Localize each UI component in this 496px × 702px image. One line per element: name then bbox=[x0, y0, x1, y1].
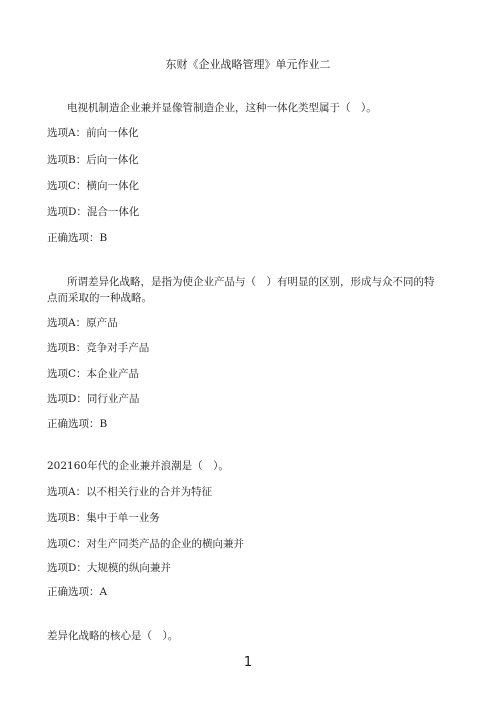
page-number: 1 bbox=[243, 655, 253, 670]
question-1-stem: 电视机制造企业兼并显像管制造企业，这种一体化类型属于（ ）。 bbox=[67, 102, 377, 114]
question-2-stem-line-1: 所谓差异化战略，是指为使企业产品与（ ）有明显的区别，形成与众不同的特 bbox=[67, 276, 435, 288]
question-2-option-d: 选项D：同行业产品 bbox=[47, 393, 140, 405]
question-3-option-d: 选项D：大规模的纵向兼并 bbox=[47, 562, 171, 574]
question-1-option-a: 选项A：前向一体化 bbox=[47, 127, 139, 139]
question-3-answer: 正确选项：A bbox=[47, 586, 108, 598]
question-3-option-c: 选项C：对生产同类产品的企业的横向兼并 bbox=[47, 538, 245, 550]
question-2-option-c: 选项C：本企业产品 bbox=[47, 368, 140, 380]
question-3-stem: 202160年代的企业兼并浪潮是（ ）。 bbox=[47, 460, 229, 472]
question-1-option-d: 选项D：混合一体化 bbox=[47, 206, 140, 218]
question-2-option-a: 选项A：原产品 bbox=[47, 317, 118, 329]
document-title: 东财《企业战略管理》单元作业二 bbox=[165, 58, 331, 71]
question-3-option-a: 选项A：以不相关行业的合并为特征 bbox=[47, 486, 213, 498]
question-2-option-b: 选项B：竞争对手产品 bbox=[47, 342, 150, 354]
question-1-answer: 正确选项：B bbox=[47, 232, 108, 244]
question-2-answer: 正确选项：B bbox=[47, 418, 108, 430]
question-3-option-b: 选项B：集中于单一业务 bbox=[47, 512, 160, 524]
question-2-stem-line-2: 点而采取的一种战略。 bbox=[47, 292, 152, 304]
question-1-option-b: 选项B：后向一体化 bbox=[47, 154, 139, 166]
question-1-option-c: 选项C：横向一体化 bbox=[47, 180, 140, 192]
question-4-stem: 差异化战略的核心是（ ）。 bbox=[47, 630, 179, 642]
